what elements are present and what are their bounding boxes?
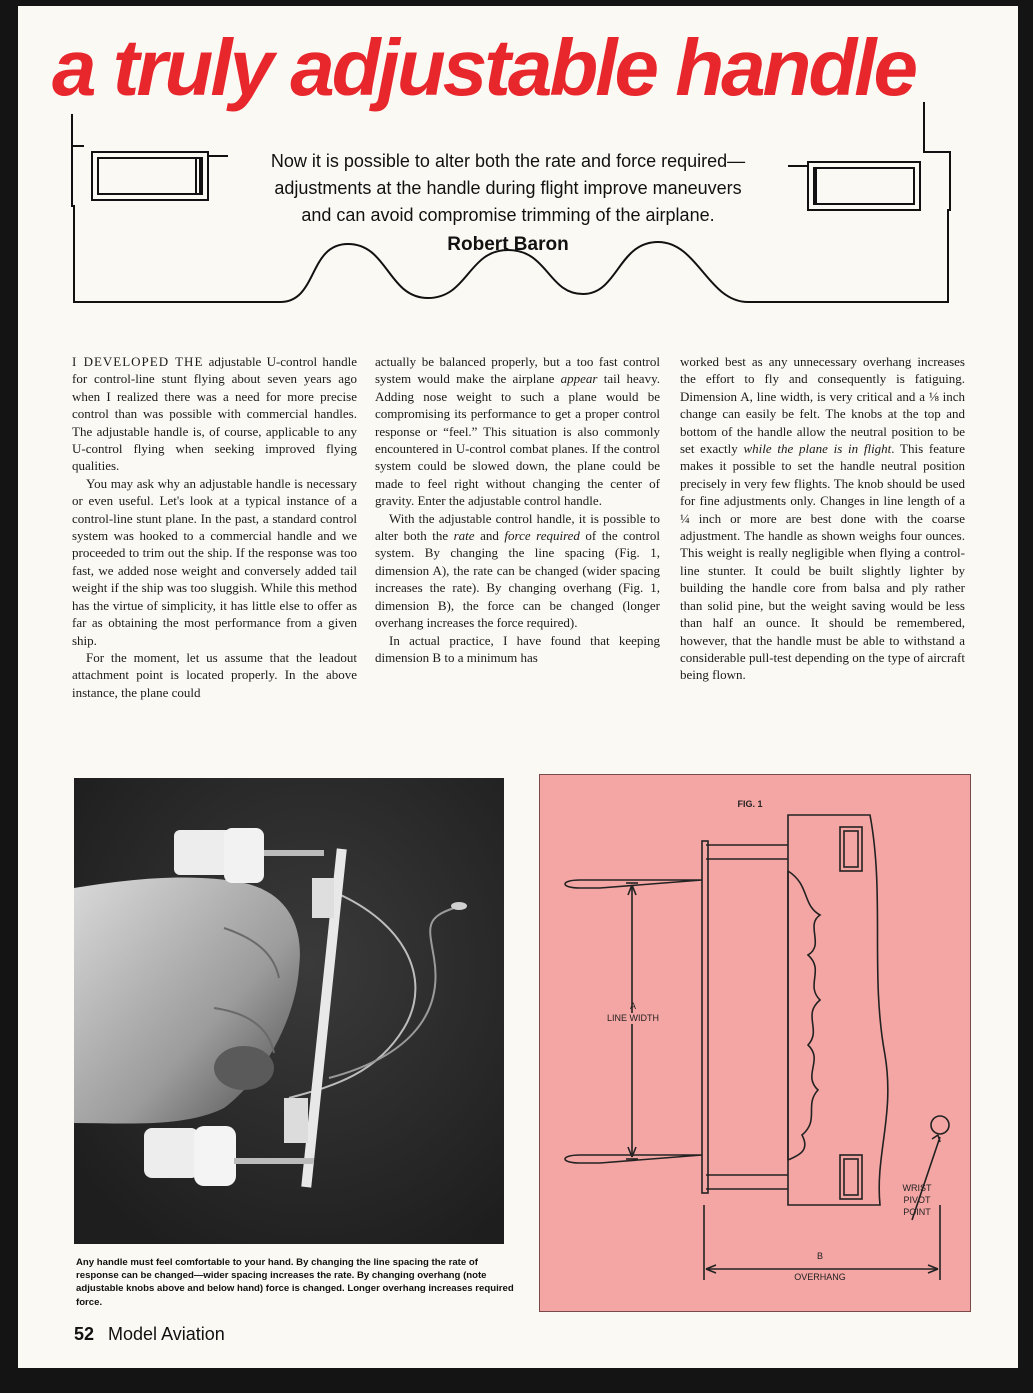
- deck-line-1: Now it is possible to alter both the rate and force required—: [270, 151, 746, 171]
- photo-caption: Any handle must feel comfortable to your hand. By changing the line spacing the rate of response can be changed—wider spacing increases the rate. By changing overhang (note adjustable knobs above and below hand) force is changed. Longer overhang increases required force.: [76, 1257, 514, 1308]
- text-run: of the control system. By changing the line spacing (Fig. 1, dimension A), the rate can be changed (wider spacing increases the rate). By changing overhang (Fig. 1, dimension B), the force can be changed (longer overhang increases the force required).: [375, 528, 660, 631]
- dimension-a-label: LINE WIDTH: [606, 1013, 659, 1023]
- paragraph-text: adjustable U-control handle for control-line stunt flying about seven years ago when I realized there was a need for more precise control than was possible with commercial handles. The adjustable handle is, of course, applicable to any U-control flying when seeking improved flying qualities.: [72, 354, 357, 474]
- magazine-page: [18, 6, 1018, 1368]
- pivot-label-line-3: POINT: [903, 1207, 931, 1217]
- dimension-b-label: OVERHANG: [794, 1272, 846, 1282]
- article-deck: [168, 148, 848, 229]
- text-run: actually be balanced properly, but a too fast control system would make the airplane: [375, 354, 660, 387]
- page-number: 52: [74, 1324, 95, 1344]
- paragraph: In actual practice, I have found that keeping dimension B to a minimum has: [375, 632, 660, 665]
- body-column-3: [680, 353, 965, 684]
- figure-1-diagram: [539, 774, 971, 1312]
- handle-photo: [74, 778, 504, 1244]
- paragraph: [72, 353, 357, 475]
- pivot-label-line-2: PIVOT: [903, 1195, 931, 1205]
- text-run: tail heavy. Adding nose weight to such a plane would be compromising its performance to get a proper control response or “feel.” This situation is also commonly encountered in U-control combat planes. If the control system could be slowed down, the plane could be made to feel right without changing the center of gravity. Enter the adjustable control handle.: [375, 371, 660, 509]
- paragraph: [375, 353, 660, 510]
- author-byline: Robert Baron: [447, 234, 569, 255]
- deck-line-2: adjustments at the handle during flight improve maneuvers: [274, 178, 742, 198]
- text-run: and: [474, 528, 505, 544]
- italic-run: while the plane is in flight: [743, 441, 892, 457]
- figure-1-drawing: [540, 775, 970, 1311]
- italic-run: appear: [560, 371, 598, 387]
- dimension-a-letter: A: [629, 1001, 636, 1011]
- body-column-2: [375, 353, 660, 666]
- deck-line-3: and can avoid compromise trimming of the airplane.: [301, 205, 715, 225]
- text-run: With the adjustable control handle, it is possible to alter both the: [375, 510, 660, 544]
- body-column-1: [72, 353, 357, 701]
- paragraph: [375, 510, 660, 632]
- text-run: worked best as any unnecessary overhang increases the effort to fly and consequently is fatiguing. Dimension A, line width, is very critical and a ⅛ inch change can easily be felt. The knobs at the top and bottom of the handle allow the neutral position to be set exactly: [680, 354, 965, 457]
- article-title: a truly adjustable handle: [52, 23, 916, 112]
- lead-in: I DEVELOPED THE: [72, 354, 204, 369]
- paragraph: [680, 353, 965, 684]
- page-footer: [74, 1324, 225, 1345]
- figure-title: FIG. 1: [737, 799, 763, 809]
- magazine-name: Model Aviation: [108, 1324, 225, 1344]
- dimension-b-letter: B: [816, 1251, 823, 1261]
- italic-run: rate: [453, 528, 475, 544]
- paragraph: You may ask why an adjustable handle is necessary or even useful. Let's look at a typical instance of a control-line stunt plane. In the past, a standard control system was hooked to a commercial handle and we proceeded to trim out the ship. If the response was too fast, we added nose weight and conversely added tail weight if the ship was too sluggish. While this method has the virtue of simplicity, it has little else to offer as far as obtaining the most performance from a given ship.: [72, 475, 357, 648]
- paragraph: For the moment, let us assume that the leadout attachment point is located properly. In the above instance, the plane could: [72, 649, 357, 700]
- pivot-label-line-1: WRIST: [902, 1183, 932, 1193]
- italic-run: force required: [504, 528, 580, 544]
- text-run: . This feature makes it possible to set the handle neutral position precisely in very few flights. The knob should be used for fine adjustments only. Changes in line length of a ¼ inch or more are best done with the coarse adjustment. The handle as shown weighs four ounces. This weight is really negligible when flying a control-line stunter. It could be built slightly lighter by building the handle core from balsa and ply rather than solid pine, but the weight saving would be less than half an ounce. It should be remembered, however, that the handle must be able to withstand a considerable pull-test depending on the type of aircraft being flown.: [680, 441, 965, 683]
- hand-with-handle-illustration: [74, 778, 504, 1244]
